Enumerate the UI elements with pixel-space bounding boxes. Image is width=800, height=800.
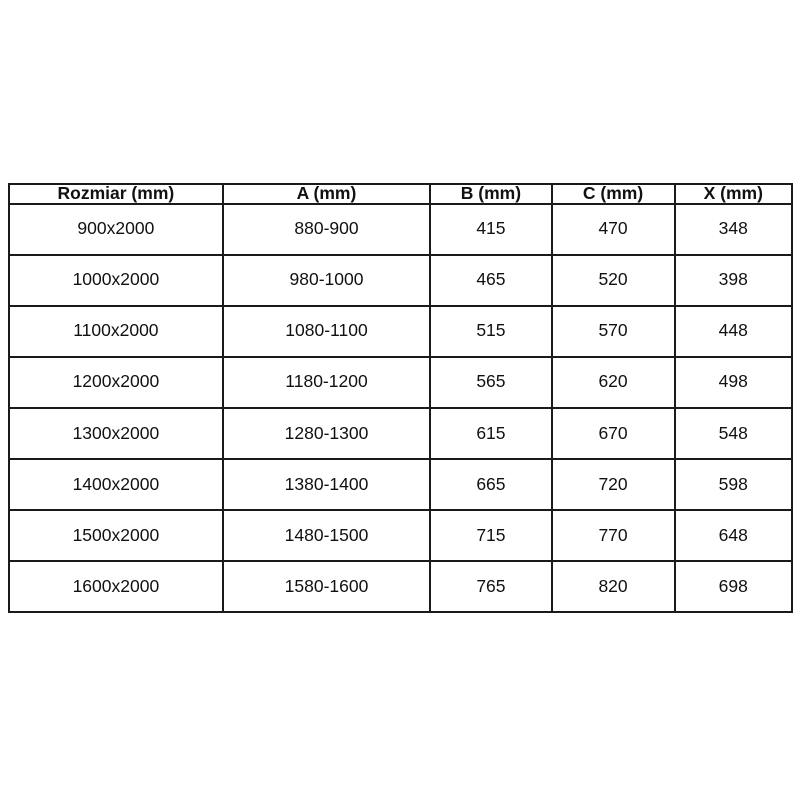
table-cell: 900x2000 xyxy=(9,204,223,255)
table-cell: 470 xyxy=(552,204,675,255)
table-cell: 1180-1200 xyxy=(223,357,430,408)
table-cell: 1400x2000 xyxy=(9,459,223,510)
table-cell: 715 xyxy=(430,510,551,561)
table-cell: 398 xyxy=(675,255,792,306)
table-cell: 348 xyxy=(675,204,792,255)
column-header-b: B (mm) xyxy=(430,184,551,204)
table-cell: 698 xyxy=(675,561,792,612)
table-cell: 598 xyxy=(675,459,792,510)
table-cell: 520 xyxy=(552,255,675,306)
column-header-rozmiar: Rozmiar (mm) xyxy=(9,184,223,204)
header-row xyxy=(9,184,792,204)
column-header-x: X (mm) xyxy=(675,184,792,204)
table-cell: 448 xyxy=(675,306,792,357)
table-cell: 1600x2000 xyxy=(9,561,223,612)
table-cell: 720 xyxy=(552,459,675,510)
table-cell: 1480-1500 xyxy=(223,510,430,561)
table-cell: 415 xyxy=(430,204,551,255)
table-cell: 648 xyxy=(675,510,792,561)
table-cell: 765 xyxy=(430,561,551,612)
table-cell: 1080-1100 xyxy=(223,306,430,357)
table-cell: 665 xyxy=(430,459,551,510)
table-cell: 670 xyxy=(552,408,675,459)
column-header-a: A (mm) xyxy=(223,184,430,204)
table-cell: 1280-1300 xyxy=(223,408,430,459)
table-cell: 620 xyxy=(552,357,675,408)
table-cell: 1500x2000 xyxy=(9,510,223,561)
table-cell: 770 xyxy=(552,510,675,561)
table-cell: 1100x2000 xyxy=(9,306,223,357)
table-row xyxy=(9,459,792,510)
table-row xyxy=(9,255,792,306)
table-row xyxy=(9,204,792,255)
table-cell: 1580-1600 xyxy=(223,561,430,612)
column-header-c: C (mm) xyxy=(552,184,675,204)
table-row xyxy=(9,510,792,561)
table-cell: 548 xyxy=(675,408,792,459)
table-cell: 615 xyxy=(430,408,551,459)
table-row xyxy=(9,561,792,612)
table-cell: 1200x2000 xyxy=(9,357,223,408)
table-cell: 570 xyxy=(552,306,675,357)
table-cell: 980-1000 xyxy=(223,255,430,306)
table-cell: 1000x2000 xyxy=(9,255,223,306)
table-row xyxy=(9,306,792,357)
table-cell: 1300x2000 xyxy=(9,408,223,459)
table-cell: 498 xyxy=(675,357,792,408)
table-cell: 820 xyxy=(552,561,675,612)
table-row xyxy=(9,408,792,459)
table-cell: 465 xyxy=(430,255,551,306)
table-cell: 880-900 xyxy=(223,204,430,255)
table-row xyxy=(9,357,792,408)
size-specification-table xyxy=(8,183,793,613)
table-cell: 565 xyxy=(430,357,551,408)
table-cell: 1380-1400 xyxy=(223,459,430,510)
table-cell: 515 xyxy=(430,306,551,357)
